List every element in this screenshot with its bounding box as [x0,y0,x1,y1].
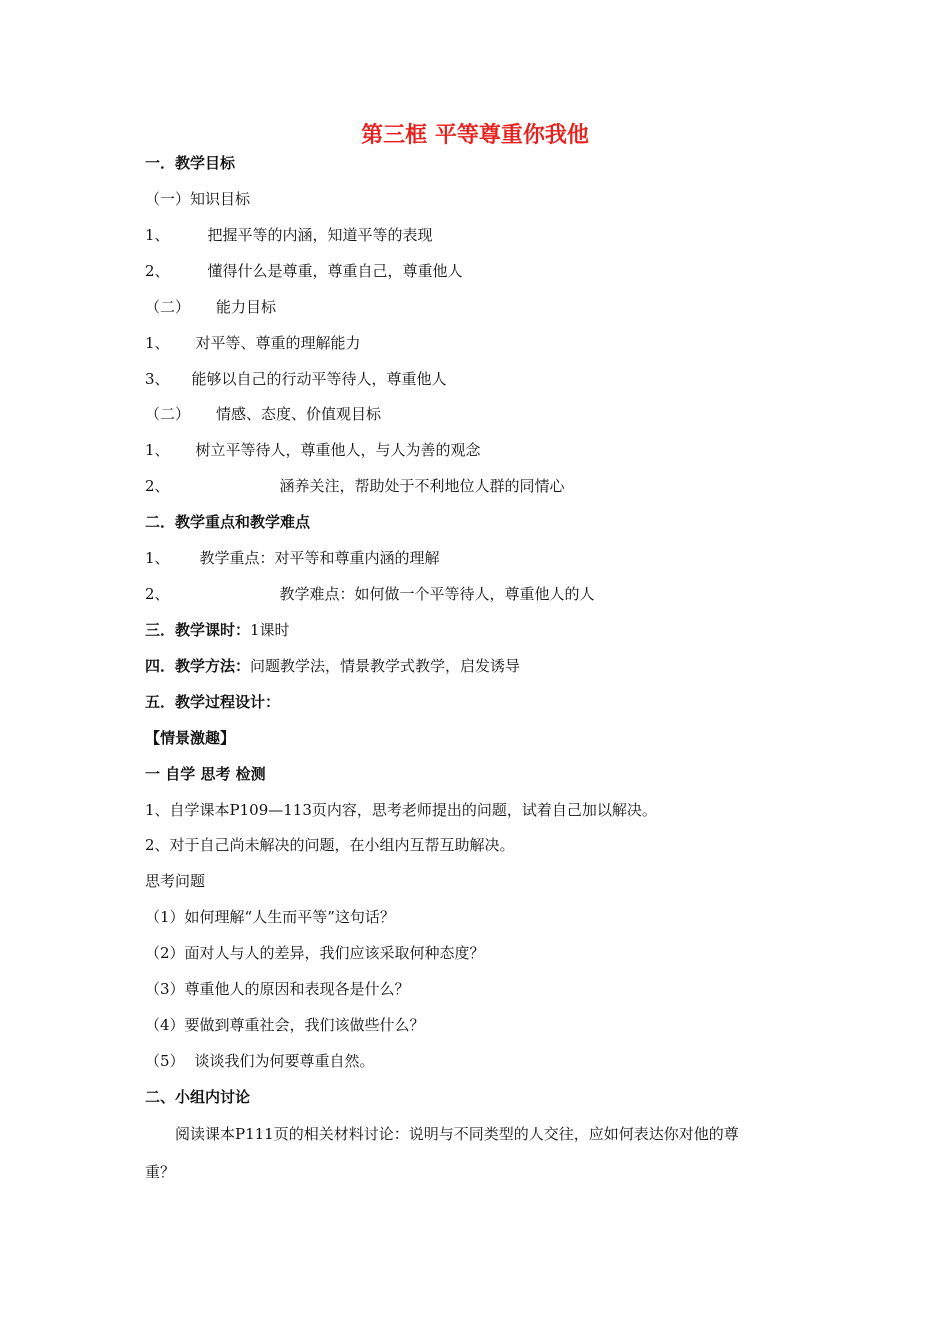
item-number: 2、 [145,262,170,280]
item-text: 把握平等的内涵，知道平等的表现 [207,226,433,244]
part1-heading: 一 自学 思考 检测 [145,765,266,783]
discussion-paragraph-line-2: 重？ [145,1163,176,1181]
teaching-method-line [145,656,520,676]
item-text: 懂得什么是尊重，尊重自己，尊重他人 [207,262,463,280]
item-text: 涵养关注，帮助处于不利地位人群的同情心 [279,477,565,495]
knowledge-goal-1 [145,225,433,245]
emotion-goal-1 [145,440,481,460]
part2-heading: 二、小组内讨论 [145,1088,251,1106]
section-heading-process: 五．教学过程设计： [145,693,281,711]
teaching-method-value: 问题教学法，情景教学式教学，启发诱导 [250,657,521,675]
section-heading-key-points: 二．教学重点和教学难点 [145,513,311,531]
item-number: 2、 [145,585,170,603]
ability-goal-label [145,297,276,317]
item-text: 对平等、尊重的理解能力 [195,334,361,352]
question-2: （2）面对人与人的差异，我们应该采取何种态度？ [145,944,485,962]
scene-heading: 【情景激趣】 [145,729,236,747]
question-1: （1）如何理解“人生而平等”这句话？ [145,908,395,926]
part1-step-2: 2、对于自己尚未解决的问题，在小组内互帮互助解决。 [145,836,515,854]
document-title: 第三框 平等尊重你我他 [361,123,589,148]
item-text: 教学重点：对平等和尊重内涵的理解 [199,549,440,567]
item-number: 1、 [145,441,170,459]
item-number: （5） [145,1052,185,1070]
question-3: （3）尊重他人的原因和表现各是什么？ [145,980,410,998]
question-4: （4）要做到尊重社会，我们该做些什么？ [145,1016,425,1034]
section-heading-teaching-goals: 一．教学目标 [145,154,236,172]
item-text: 教学难点：如何做一个平等待人，尊重他人的人 [279,585,595,603]
item-text: 情感、态度、价值观目标 [216,405,382,423]
knowledge-goal-label: （一）知识目标 [145,190,251,208]
class-hours-line [145,620,290,640]
key-point-1 [145,548,440,568]
ability-goal-3 [145,369,447,389]
class-hours-value: 1课时 [250,621,290,639]
ability-goal-1 [145,333,361,353]
discussion-paragraph-line-1: 阅读课本P111页的相关材料讨论：说明与不同类型的人交往，应如何表达你对他的尊 [175,1125,739,1143]
emotion-goal-label [145,404,381,424]
class-hours-label: 三．教学课时： [145,621,251,639]
item-text: 树立平等待人，尊重他人，与人为善的观念 [195,441,481,459]
emotion-goal-2 [145,476,565,496]
knowledge-goal-2 [145,261,463,281]
item-text: 能够以自己的行动平等待人，尊重他人 [191,370,447,388]
item-text: 能力目标 [216,298,277,316]
key-point-2 [145,584,595,604]
item-number: 1、 [145,226,170,244]
item-number: 2、 [145,477,170,495]
item-number: 1、 [145,334,170,352]
item-number: （二） [145,298,191,316]
questions-label: 思考问题 [145,872,206,890]
item-number: 1、 [145,549,170,567]
part1-step-1: 1、自学课本P109—113页内容，思考老师提出的问题，试着自己加以解决。 [145,801,657,819]
teaching-method-label: 四．教学方法： [145,657,251,675]
item-text: 谈谈我们为何要尊重自然。 [194,1052,375,1070]
item-number: 3、 [145,370,170,388]
question-5 [145,1051,375,1071]
item-number: （二） [145,405,191,423]
